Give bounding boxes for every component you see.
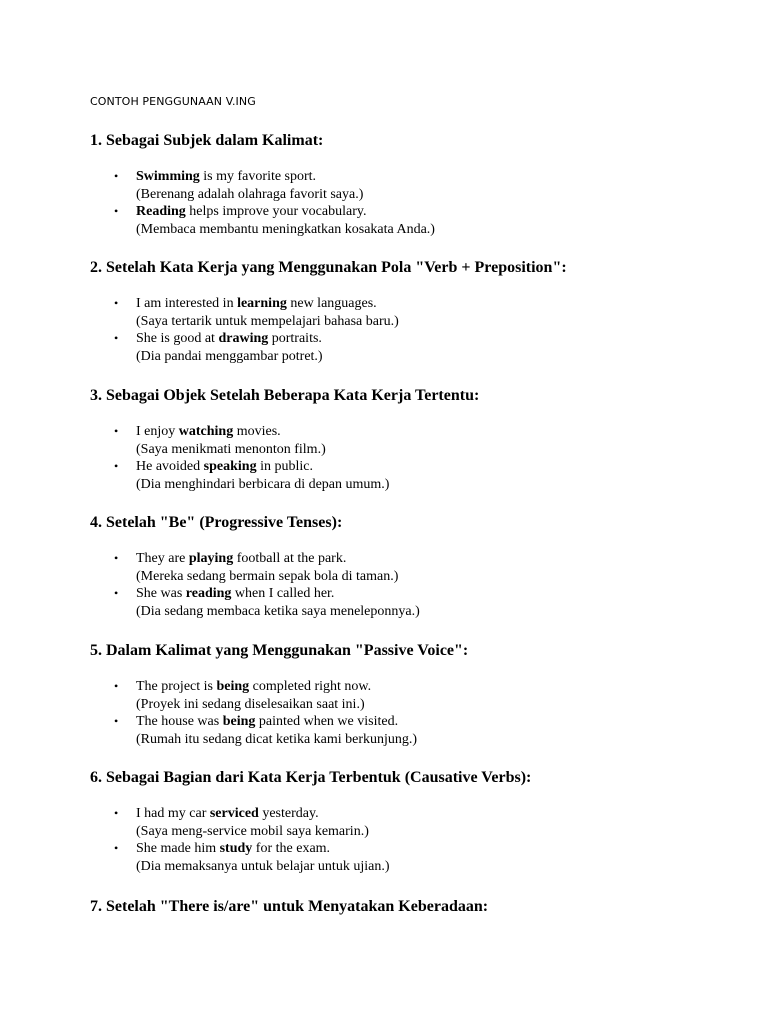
- example-sentence: Swimming is my favorite sport.: [136, 169, 317, 184]
- bullet-icon: •: [114, 806, 119, 820]
- gerund-word: Swimming: [136, 169, 200, 184]
- gerund-word: serviced: [209, 806, 259, 821]
- gerund-word: being: [216, 679, 250, 694]
- translation: (Saya menikmati menonton film.): [136, 441, 326, 457]
- gerund-word: playing: [188, 551, 234, 566]
- example-sentence: I enjoy watching movies.: [136, 424, 281, 439]
- example-sentence: They are playing football at the park.: [136, 551, 347, 566]
- example-sentence: She is good at drawing portraits.: [136, 331, 322, 346]
- section-heading: 7. Setelah "There is/are" untuk Menyatakan Keberadaan:: [90, 898, 489, 915]
- translation: (Membaca membantu meningkatkan kosakata Anda.): [136, 221, 435, 237]
- bullet-icon: •: [114, 424, 119, 438]
- list-item: [90, 840, 730, 875]
- section-heading: 3. Sebagai Objek Setelah Beberapa Kata Kerja Tertentu:: [90, 387, 480, 404]
- list-item: [90, 295, 730, 330]
- example-sentence: The house was being painted when we visited.: [136, 714, 399, 729]
- bullet-icon: •: [114, 331, 119, 345]
- list-item: [90, 713, 730, 748]
- translation: (Proyek ini sedang diselesaikan saat ini.): [136, 696, 365, 712]
- example-list: [90, 295, 730, 365]
- gerund-word: Reading: [136, 204, 186, 219]
- list-item: [90, 458, 730, 493]
- example-list: [90, 805, 730, 875]
- translation: (Saya meng-service mobil saya kemarin.): [136, 823, 369, 839]
- example-list: [90, 423, 730, 493]
- section-1: [90, 131, 730, 238]
- example-sentence: The project is being completed right now.: [136, 679, 372, 694]
- section-5: [90, 641, 730, 748]
- example-sentence: Reading helps improve your vocabulary.: [136, 204, 367, 219]
- section-7: [90, 897, 730, 917]
- list-item: [90, 330, 730, 365]
- translation: (Rumah itu sedang dicat ketika kami berkunjung.): [136, 731, 418, 747]
- example-sentence: I had my car serviced yesterday.: [136, 806, 319, 821]
- list-item: [90, 550, 730, 585]
- section-heading: 2. Setelah Kata Kerja yang Menggunakan Pola "Verb + Preposition":: [90, 259, 567, 276]
- example-list: [90, 168, 730, 238]
- gerund-word: speaking: [203, 459, 257, 474]
- translation: (Dia sedang membaca ketika saya meneleponnya.): [136, 603, 420, 619]
- example-list: [90, 678, 730, 748]
- bullet-icon: •: [114, 459, 119, 473]
- bullet-icon: •: [114, 296, 119, 310]
- gerund-word: reading: [185, 586, 232, 601]
- example-sentence: He avoided speaking in public.: [136, 459, 313, 474]
- gerund-word: drawing: [218, 331, 269, 346]
- section-heading: 4. Setelah "Be" (Progressive Tenses):: [90, 514, 343, 531]
- bullet-icon: •: [114, 714, 119, 728]
- translation: (Dia memaksanya untuk belajar untuk ujian.): [136, 858, 390, 874]
- bullet-icon: •: [114, 841, 119, 855]
- list-item: [90, 805, 730, 840]
- bullet-icon: •: [114, 551, 119, 565]
- translation: (Berenang adalah olahraga favorit saya.): [136, 186, 364, 202]
- list-item: [90, 678, 730, 713]
- gerund-word: watching: [178, 424, 234, 439]
- bullet-icon: •: [114, 169, 119, 183]
- section-4: [90, 513, 730, 620]
- list-item: [90, 168, 730, 203]
- document-title: CONTOH PENGGUNAAN V.ING: [90, 95, 256, 108]
- gerund-word: study: [219, 841, 253, 856]
- list-item: [90, 203, 730, 238]
- translation: (Dia menghindari berbicara di depan umum.): [136, 476, 390, 492]
- example-sentence: I am interested in learning new languages.: [136, 296, 377, 311]
- gerund-word: learning: [237, 296, 287, 311]
- section-heading: 5. Dalam Kalimat yang Menggunakan "Passive Voice":: [90, 642, 469, 659]
- section-6: [90, 768, 730, 875]
- gerund-word: being: [222, 714, 256, 729]
- translation: (Dia pandai menggambar potret.): [136, 348, 323, 364]
- translation: (Saya tertarik untuk mempelajari bahasa baru.): [136, 313, 399, 329]
- section-heading: 6. Sebagai Bagian dari Kata Kerja Terbentuk (Causative Verbs):: [90, 769, 532, 786]
- bullet-icon: •: [114, 679, 119, 693]
- bullet-icon: •: [114, 586, 119, 600]
- example-sentence: She was reading when I called her.: [136, 586, 335, 601]
- example-sentence: She made him study for the exam.: [136, 841, 331, 856]
- section-3: [90, 386, 730, 493]
- example-list: [90, 550, 730, 620]
- list-item: [90, 423, 730, 458]
- section-2: [90, 258, 730, 365]
- bullet-icon: •: [114, 204, 119, 218]
- translation: (Mereka sedang bermain sepak bola di taman.): [136, 568, 399, 584]
- section-heading: 1. Sebagai Subjek dalam Kalimat:: [90, 132, 324, 149]
- list-item: [90, 585, 730, 620]
